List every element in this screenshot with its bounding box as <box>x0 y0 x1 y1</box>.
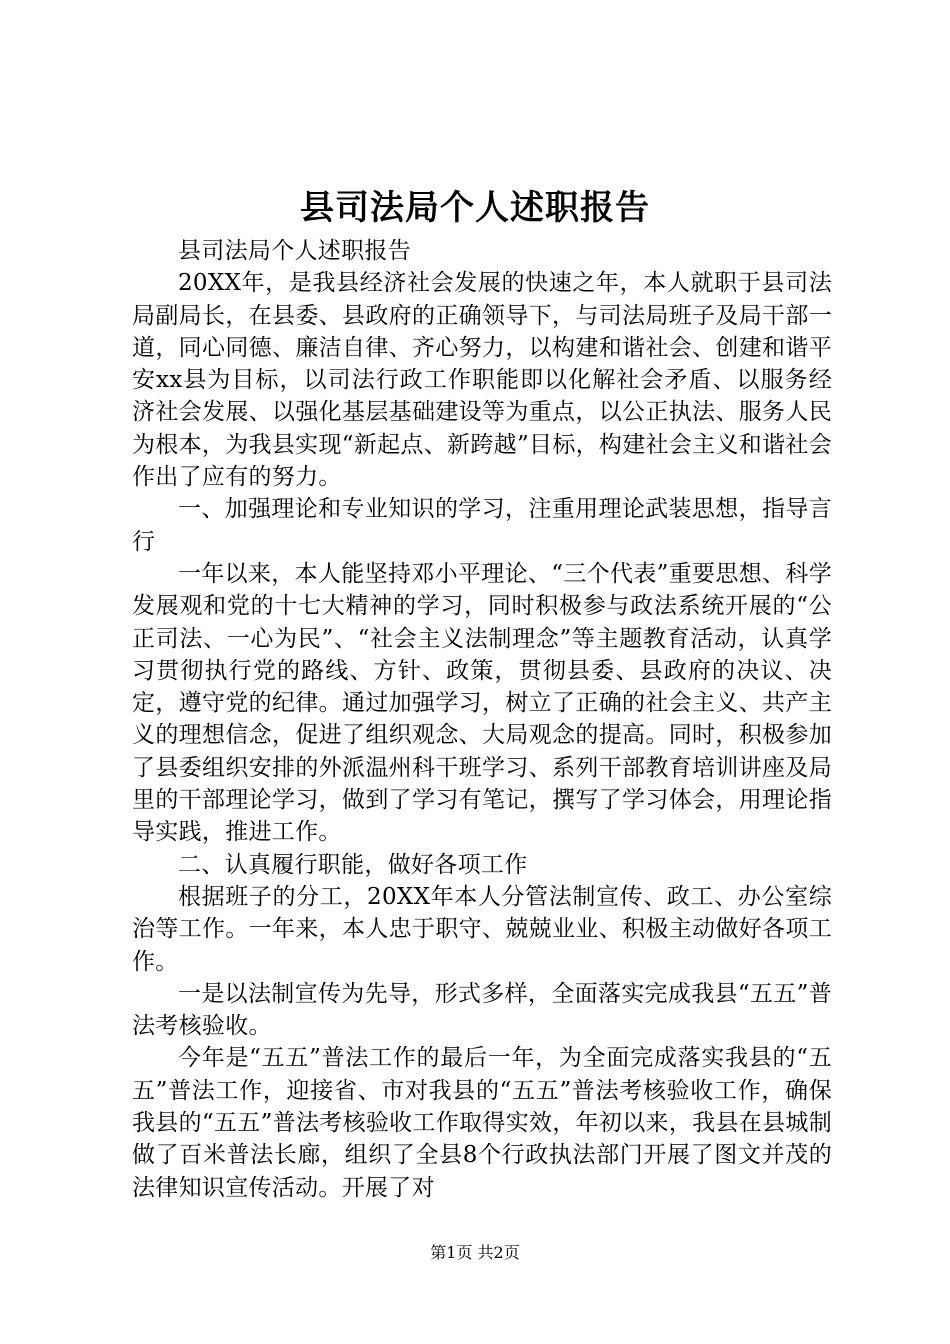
paragraph-duties: 根据班子的分工，20XX年本人分管法制宣传、政工、办公室综治等工作。一年来，本人忠于职守、兢兢业业、积极主动做好各项工作。 <box>132 883 832 975</box>
paragraph-legal-publicity: 今年是“五五”普法工作的最后一年，为全面完成落实我县的“五五”普法工作，迎接省、市对我县的“五五”普法考核验收工作，确保我县的“五五”普法考核验收工作取得实效，年初以来，我县在县城制做了百米普法长廊，组织了全县8个行政执法部门开展了图文并茂的法律知识宣传活动。开展了对 <box>132 1045 832 1201</box>
document-subtitle: 县司法局个人述职报告 <box>178 238 411 264</box>
page-title: 县司法局个人述职报告 <box>300 188 650 228</box>
section-heading-2: 二、认真履行职能，做好各项工作 <box>178 851 528 878</box>
page-footer: 第1页 共2页 <box>430 1243 520 1262</box>
section-heading-1: 一、加强理论和专业知识的学习，注重用理论武装思想，指导言行 <box>132 496 832 555</box>
subsection-heading-1: 一是以法制宣传为先导，形式多样，全面落实完成我县“五五”普法考核验收。 <box>132 980 832 1040</box>
paragraph-intro: 20XX年，是我县经济社会发展的快速之年，本人就职于县司法局副局长，在县委、县政府的正确领导下，与司法局班子及局干部一道，同心同德、廉洁自律、齐心努力，以构建和谐社会、创建和谐平安xx县为目标，以司法行政工作职能即以化解社会矛盾、以服务经济社会发展、以强化基层基础建设等为重点，以公正执法、服务人民为根本，为我县实现“新起点、新跨越”目标，构建社会主义和谐社会作出了应有的努力。 <box>132 270 832 491</box>
document-body <box>132 235 832 1204</box>
paragraph-study: 一年以来，本人能坚持邓小平理论、“三个代表”重要思想、科学发展观和党的十七大精神的学习，同时积极参与政法系统开展的“公正司法、一心为民”、“社会主义法制理念”等主题教育活动，认真学习贯彻执行党的路线、方针、政策，贯彻县委、县政府的决议、决定，遵守党的纪律。通过加强学习，树立了正确的社会主义、共产主义的理想信念，促进了组织观念、大局观念的提高。同时，积极参加了县委组织安排的外派温州科干班学习、系列干部教育培训讲座及局里的干部理论学习，做到了学习有笔记，撰写了学习体会，用理论指导实践，推进工作。 <box>132 560 832 846</box>
